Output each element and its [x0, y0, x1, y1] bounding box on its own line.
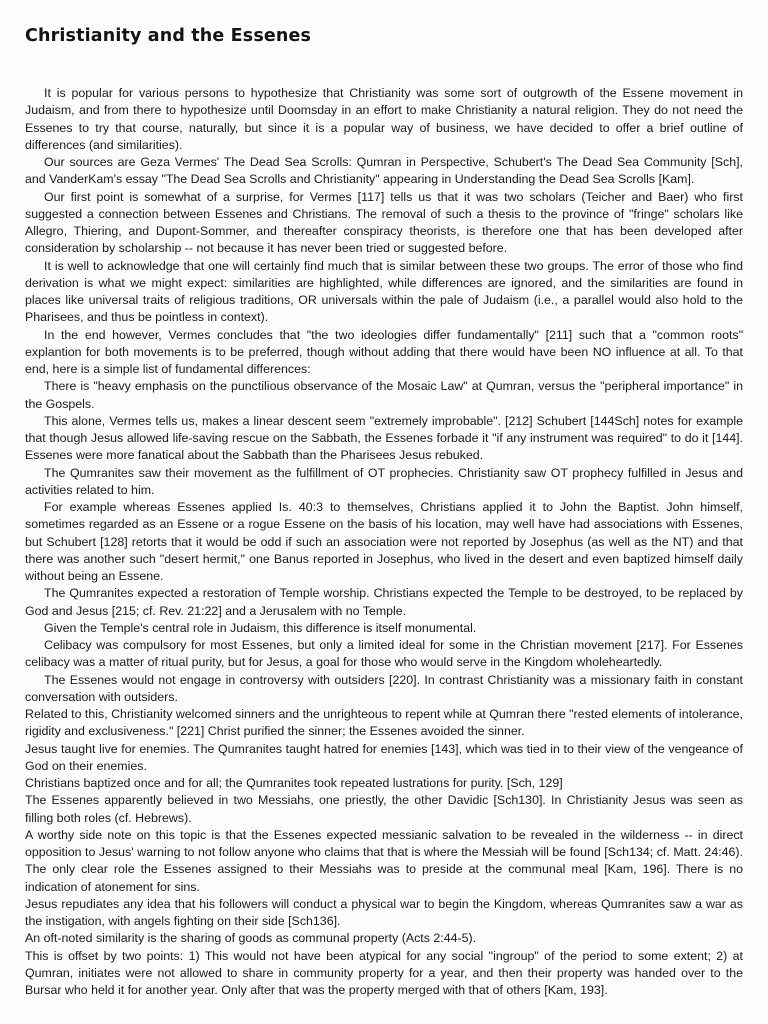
paragraph: Our first point is somewhat of a surprise, for Vermes [117] tells us that it was two scholars (Teicher and Baer) who first suggested a connection between Essenes and Christians. The removal of such a thesis to the province of "fringe" scholars like Allegro, Thiering, and Dupont-Sommer, and thereafter conspiracy theorists, is therefore one that has been developed after consideration by scholarship -- not because it has never been tried or suggested before. — [25, 189, 743, 256]
paragraph: The Essenes apparently believed in two Messiahs, one priestly, the other Davidic [Sch130]. In Christianity Jesus was seen as filling both roles (cf. Hebrews). — [25, 793, 743, 825]
paragraph: The Qumranites expected a restoration of Temple worship. Christians expected the Temple to be destroyed, to be replaced by God and Jesus [215; cf. Rev. 21:22] and a Jerusalem with no Temple. — [25, 586, 743, 618]
paragraph: There is "heavy emphasis on the punctilious observance of the Mosaic Law" at Qumran, versus the "peripheral importance" in the Gospels. — [25, 379, 743, 411]
paragraph: Our sources are Geza Vermes' The Dead Sea Scrolls: Qumran in Perspective, Schubert's The Dead Sea Community [Sch], and VanderKam's essay "The Dead Sea Scrolls and Christianity" appearing in Understanding the Dead Sea Scrolls [Kam]. — [25, 155, 743, 187]
document-body — [25, 85, 743, 999]
paragraph: In the end however, Vermes concludes that "the two ideologies differ fundamentally" [211] such that a "common roots" explantion for both movements is to be preferred, though without adding that there would have been NO influence at all. To that end, here is a simple list of fundamental differences: — [25, 327, 743, 376]
paragraph: For example whereas Essenes applied Is. 40:3 to themselves, Christians applied it to John the Baptist. John himself, sometimes regarded as an Essene or a rogue Essene on the basis of his location, may well have had associations with Essenes, but Schubert [128] retorts that it would be odd if such an association were not reported by Josephus (as well as the NT) and that there was another such "desert hermit," one Banus reported in Josephus, who lived in the desert and even baptized himself daily without being an Essene. — [25, 500, 743, 583]
paragraph: The Qumranites saw their movement as the fulfillment of OT prophecies. Christianity saw OT prophecy fulfilled in Jesus and activities related to him. — [25, 465, 743, 497]
paragraph: It is well to acknowledge that one will certainly find much that is similar between these two groups. The error of those who find derivation is what we might expect: similarities are highlighted, while differences are ignored, and the similarities are found in places like universal traits of religious traditions, OR universals within the pale of Judaism (i.e., a parallel would also hold to the Pharisees, and thus be pointless in context). — [25, 258, 743, 325]
document-title: Christianity and the Essenes — [25, 26, 312, 46]
paragraph: This alone, Vermes tells us, makes a linear descent seem "extremely improbable". [212] Schubert [144Sch] notes for example that though Jesus allowed life-saving rescue on the Sabbath, the Essenes forbade it "if any instrument was required" to do it [144]. Essenes were more fanatical about the Sabbath than the Pharisees Jesus rebuked. — [25, 413, 743, 463]
paragraph: This is offset by two points: 1) This would not have been atypical for any social "ingroup" of the period to some extent; 2) at Qumran, initiates were not allowed to share in community property for a year, and then their property was handed over to the Bursar who held it for another year. Only after that was the property merged with that of others [Kam, 193]. — [25, 948, 743, 997]
paragraph: Celibacy was compulsory for most Essenes, but only a limited ideal for some in the Christian movement [217]. For Essenes celibacy was a matter of ritual purity, but for Jesus, a goal for those who would serve in the Kingdom wholeheartedly. — [25, 638, 743, 670]
paragraph: Christians baptized once and for all; the Qumranites took repeated lustrations for purity. [Sch, 129] — [25, 776, 563, 790]
paragraph: An oft-noted similarity is the sharing of goods as communal property (Acts 2:44-5). — [25, 931, 477, 946]
paragraph: Jesus taught live for enemies. The Qumranites taught hatred for enemies [143], which was tied in to their view of the vengeance of God on their enemies. — [25, 741, 743, 773]
paragraph: Related to this, Christianity welcomed sinners and the unrighteous to repent while at Qumran there "rested elements of intolerance, rigidity and exclusiveness." [221] Christ purified the sinner; the Essenes avoided the sinner. — [25, 707, 743, 739]
paragraph: Given the Temple's central role in Judaism, this difference is itself monumental. — [44, 620, 477, 635]
paragraph: It is popular for various persons to hypothesize that Christianity was some sort of outgrowth of the Essene movement in Judaism, and from there to hypothesize until Doomsday in an effort to make Christianity a natural religion. They do not need the Essenes to try that course, naturally, but since it is a popular way of business, we have decided to offer a brief outline of differences (and similarities). — [25, 86, 743, 152]
paragraph: The Essenes would not engage in controversy with outsiders [220]. In contrast Christianity was a missionary faith in constant conversation with outsiders. — [25, 672, 743, 704]
paragraph: Jesus repudiates any idea that his followers will conduct a physical war to begin the Kingdom, whereas Qumranites saw a war as the instigation, with angels fighting on their side [Sch136]. — [25, 896, 743, 928]
paragraph: A worthy side note on this topic is that the Essenes expected messianic salvation to be revealed in the wilderness -- in direct opposition to Jesus' warning to not follow anyone who claims that that is where the Messiah will be found [Sch134; cf. Matt. 24:46). The only clear role the Essenes assigned to their Messiahs was to preside at the communal meal [Kam, 196]. There is no indication of atonement for sins. — [25, 827, 743, 894]
